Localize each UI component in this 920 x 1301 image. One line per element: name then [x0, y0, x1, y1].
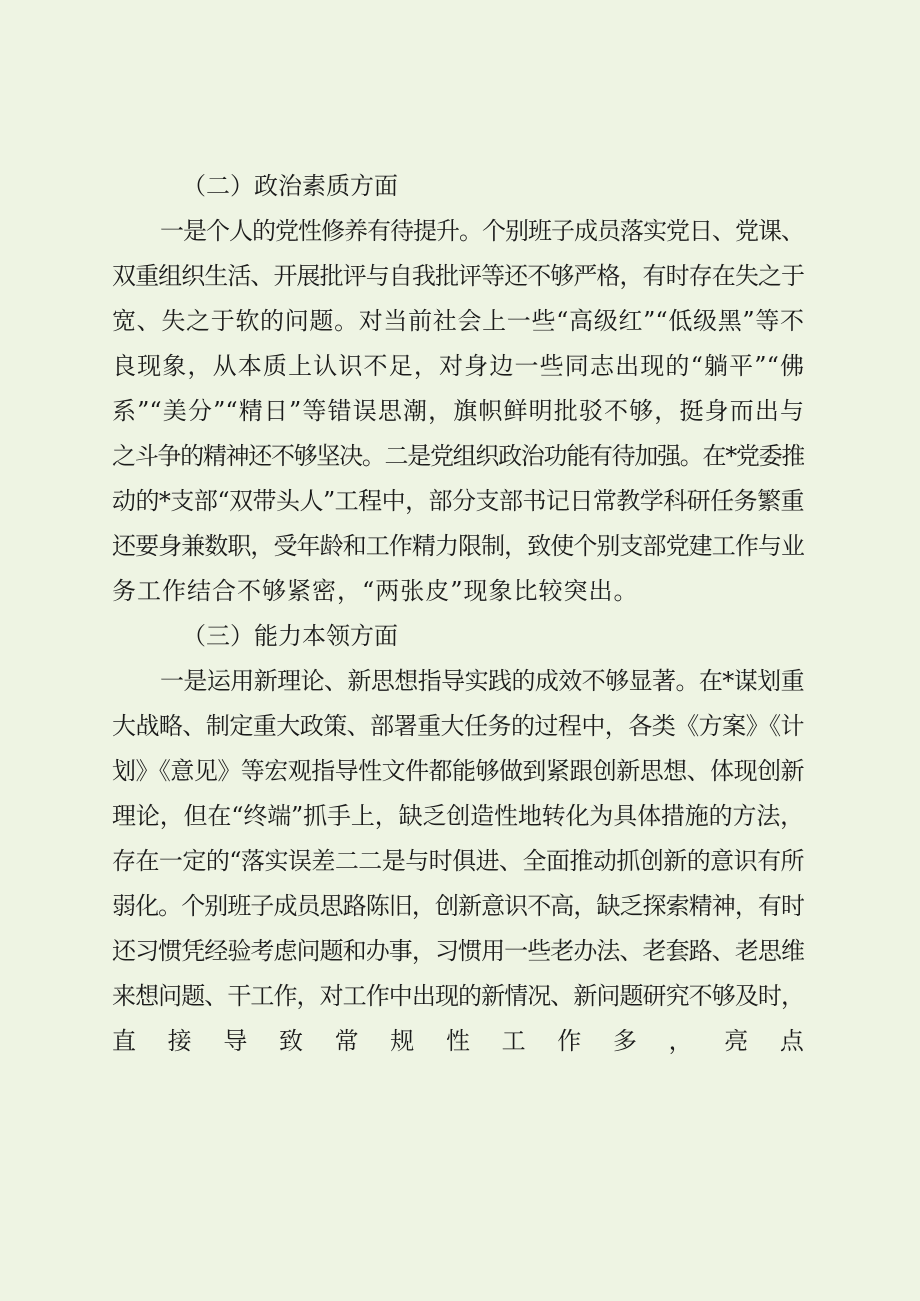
- spread-text: [112, 1019, 804, 1063]
- section-heading-political: （二）政治素质方面: [182, 172, 398, 200]
- paragraph-line: 一是个人的党性修养有待提升。个别班子成员落实党日、党课、: [160, 217, 804, 245]
- paragraph-line: 一是运用新理论、新思想指导实践的成效不够显著。在*谋划重: [160, 667, 804, 695]
- spread-char: 作: [557, 1027, 582, 1055]
- spread-char: 性: [445, 1027, 470, 1055]
- paragraph-line: 弱化。个别班子成员思路陈旧，创新意识不高，缺乏探索精神，有时: [112, 892, 804, 920]
- spread-char: 多: [612, 1027, 637, 1055]
- paragraph-line: 划》《意见》等宏观指导性文件都能够做到紧跟创新思想、体现创新: [112, 757, 804, 785]
- section-heading-ability: （三）能力本领方面: [182, 622, 398, 650]
- paragraph-line: 还要身兼数职，受年龄和工作精力限制，致使个别支部党建工作与业: [112, 532, 804, 560]
- spread-char: 常: [334, 1027, 359, 1055]
- paragraph-line: 理论，但在“终端”抓手上，缺乏创造性地转化为具体措施的方法，: [112, 802, 804, 830]
- spread-char: 导: [223, 1027, 248, 1055]
- paragraph-line-spread: [112, 1019, 804, 1063]
- paragraph-line: 双重组织生活、开展批评与自我批评等还不够严格，有时存在失之于: [112, 262, 804, 290]
- spread-char: 工: [501, 1027, 526, 1055]
- spread-char: ，: [668, 1027, 693, 1055]
- spread-char: 点: [779, 1027, 804, 1055]
- paragraph-line: 动的*支部“双带头人”工程中，部分支部书记日常教学科研任务繁重: [112, 487, 804, 515]
- paragraph-line: 务工作结合不够紧密，“两张皮”现象比较突出。: [112, 577, 639, 605]
- paragraph-line: 来想问题、干工作，对工作中出现的新情况、新问题研究不够及时，: [112, 982, 804, 1010]
- paragraph-line: 大战略、制定重大政策、部署重大任务的过程中，各类《方案》《计: [112, 712, 804, 740]
- paragraph-line: 良现象，从本质上认识不足，对身边一些同志出现的“躺平”“佛: [112, 352, 804, 380]
- paragraph-line: 宽、失之于软的问题。对当前社会上一些“高级红”“低级黑”等不: [112, 307, 804, 335]
- spread-char: 致: [278, 1027, 303, 1055]
- spread-char: 直: [112, 1027, 136, 1055]
- spread-char: 规: [390, 1027, 415, 1055]
- paragraph-line: 还习惯凭经验考虑问题和办事，习惯用一些老办法、老套路、老思维: [112, 937, 804, 965]
- paragraph-line: 之斗争的精神还不够坚决。二是党组织政治功能有待加强。在*党委推: [112, 442, 804, 470]
- spread-char: 亮: [724, 1027, 749, 1055]
- paragraph-line: 系”“美分”“精日”等错误思潮，旗帜鲜明批驳不够，挺身而出与: [112, 397, 804, 425]
- spread-char: 接: [167, 1027, 192, 1055]
- paragraph-line: 存在一定的“落实误差二二是与时俱进、全面推动抓创新的意识有所: [112, 847, 804, 875]
